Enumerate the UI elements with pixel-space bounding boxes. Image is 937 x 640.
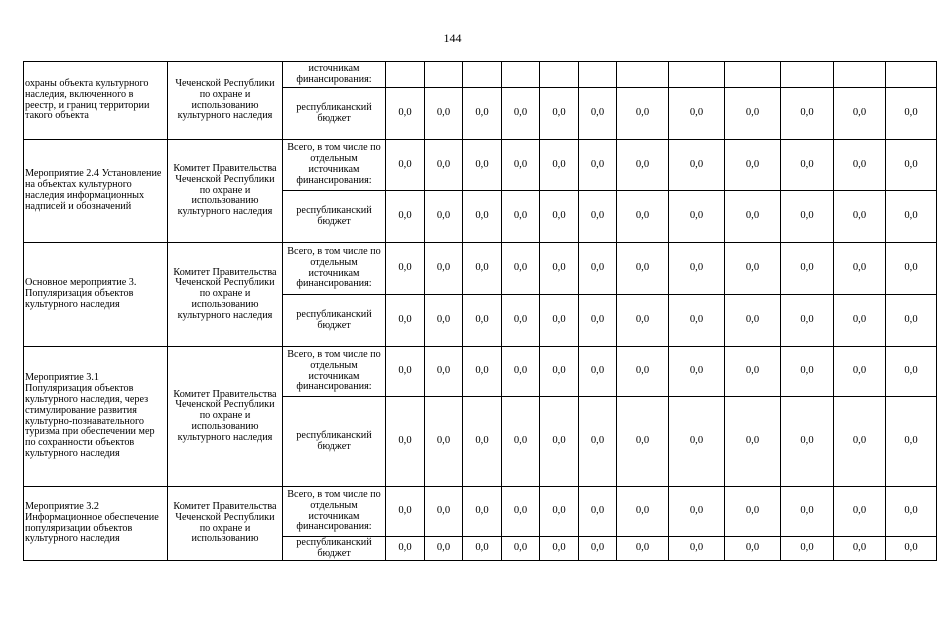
value-cell: 0,0	[669, 295, 725, 347]
funding-table	[23, 61, 937, 561]
table-row	[24, 347, 937, 397]
value-cell: 0,0	[834, 140, 886, 191]
value-cell: 0,0	[425, 537, 463, 561]
value-cell: 0,0	[463, 397, 502, 487]
value-cell: 0,0	[463, 347, 502, 397]
value-cell: 0,0	[425, 347, 463, 397]
executor: Комитет Правительства Чеченской Республики по охране и использованию культурного наследия	[168, 347, 283, 487]
value-cell: 0,0	[540, 191, 579, 243]
value-cell: 0,0	[669, 243, 725, 295]
value-cell: 0,0	[834, 88, 886, 140]
value-cell: 0,0	[725, 295, 781, 347]
empty-cell	[781, 62, 834, 88]
value-cell: 0,0	[579, 537, 617, 561]
value-cell: 0,0	[617, 537, 669, 561]
value-cell: 0,0	[579, 347, 617, 397]
value-cell: 0,0	[540, 140, 579, 191]
source-regional: республиканский бюджет	[283, 397, 386, 487]
value-cell: 0,0	[386, 537, 425, 561]
value-cell: 0,0	[386, 88, 425, 140]
value-cell: 0,0	[463, 140, 502, 191]
source-total: Всего, в том числе по отдельным источникам финансирования:	[283, 140, 386, 191]
measure-name: Мероприятие 2.4 Установление на объектах культурного наследия информационных надписей и обозначений	[24, 140, 168, 243]
source-regional: республиканский бюджет	[283, 88, 386, 140]
value-cell: 0,0	[425, 487, 463, 537]
value-cell: 0,0	[386, 295, 425, 347]
value-cell: 0,0	[617, 191, 669, 243]
value-cell: 0,0	[502, 243, 540, 295]
value-cell: 0,0	[886, 191, 937, 243]
source-regional: республиканский бюджет	[283, 537, 386, 561]
value-cell: 0,0	[725, 347, 781, 397]
value-cell: 0,0	[386, 243, 425, 295]
value-cell: 0,0	[502, 140, 540, 191]
value-cell: 0,0	[886, 295, 937, 347]
value-cell: 0,0	[781, 140, 834, 191]
value-cell: 0,0	[781, 397, 834, 487]
value-cell: 0,0	[425, 191, 463, 243]
value-cell: 0,0	[669, 537, 725, 561]
executor: Комитет Правительства Чеченской Республики по охране и использованию культурного наследия	[168, 140, 283, 243]
empty-cell	[579, 62, 617, 88]
empty-cell	[886, 62, 937, 88]
table-row	[24, 487, 937, 537]
value-cell: 0,0	[886, 487, 937, 537]
value-cell: 0,0	[540, 487, 579, 537]
empty-cell	[669, 62, 725, 88]
table-row	[24, 62, 937, 88]
value-cell: 0,0	[579, 397, 617, 487]
empty-cell	[463, 62, 502, 88]
value-cell: 0,0	[886, 537, 937, 561]
value-cell: 0,0	[579, 243, 617, 295]
table-row	[24, 140, 937, 191]
value-cell: 0,0	[669, 397, 725, 487]
value-cell: 0,0	[502, 347, 540, 397]
measure-name: Основное мероприятие 3. Популяризация объектов культурного наследия	[24, 243, 168, 347]
value-cell: 0,0	[540, 347, 579, 397]
value-cell: 0,0	[386, 347, 425, 397]
measure-name: охраны объекта культурного наследия, включенного в реестр, и границ территории такого объекта	[24, 62, 168, 140]
source-total: Всего, в том числе по отдельным источникам финансирования:	[283, 347, 386, 397]
value-cell: 0,0	[540, 295, 579, 347]
source-regional: республиканский бюджет	[283, 295, 386, 347]
value-cell: 0,0	[834, 487, 886, 537]
value-cell: 0,0	[579, 487, 617, 537]
value-cell: 0,0	[502, 191, 540, 243]
empty-cell	[425, 62, 463, 88]
empty-cell	[834, 62, 886, 88]
value-cell: 0,0	[617, 397, 669, 487]
value-cell: 0,0	[886, 140, 937, 191]
value-cell: 0,0	[886, 347, 937, 397]
value-cell: 0,0	[425, 397, 463, 487]
value-cell: 0,0	[579, 88, 617, 140]
value-cell: 0,0	[579, 140, 617, 191]
value-cell: 0,0	[669, 487, 725, 537]
value-cell: 0,0	[669, 347, 725, 397]
value-cell: 0,0	[425, 140, 463, 191]
value-cell: 0,0	[540, 88, 579, 140]
value-cell: 0,0	[669, 140, 725, 191]
empty-cell	[617, 62, 669, 88]
value-cell: 0,0	[540, 537, 579, 561]
value-cell: 0,0	[617, 347, 669, 397]
value-cell: 0,0	[669, 191, 725, 243]
value-cell: 0,0	[540, 243, 579, 295]
value-cell: 0,0	[834, 295, 886, 347]
source-total: Всего, в том числе по отдельным источникам финансирования:	[283, 243, 386, 295]
value-cell: 0,0	[617, 487, 669, 537]
value-cell: 0,0	[781, 191, 834, 243]
source-total: источникам финансирования:	[283, 62, 386, 88]
value-cell: 0,0	[617, 295, 669, 347]
value-cell: 0,0	[386, 140, 425, 191]
value-cell: 0,0	[781, 537, 834, 561]
value-cell: 0,0	[463, 243, 502, 295]
value-cell: 0,0	[781, 88, 834, 140]
executor: Комитет Правительства Чеченской Республики по охране и использованию культурного наследия	[168, 243, 283, 347]
value-cell: 0,0	[463, 191, 502, 243]
empty-cell	[386, 62, 425, 88]
value-cell: 0,0	[781, 487, 834, 537]
value-cell: 0,0	[463, 537, 502, 561]
value-cell: 0,0	[725, 191, 781, 243]
value-cell: 0,0	[834, 397, 886, 487]
value-cell: 0,0	[617, 140, 669, 191]
page-number: 144	[443, 31, 462, 45]
value-cell: 0,0	[725, 88, 781, 140]
value-cell: 0,0	[463, 487, 502, 537]
value-cell: 0,0	[617, 243, 669, 295]
value-cell: 0,0	[386, 487, 425, 537]
executor: Чеченской Республики по охране и использованию культурного наследия	[168, 62, 283, 140]
value-cell: 0,0	[781, 243, 834, 295]
value-cell: 0,0	[781, 347, 834, 397]
value-cell: 0,0	[540, 397, 579, 487]
value-cell: 0,0	[834, 191, 886, 243]
value-cell: 0,0	[502, 487, 540, 537]
value-cell: 0,0	[463, 295, 502, 347]
value-cell: 0,0	[834, 243, 886, 295]
value-cell: 0,0	[886, 88, 937, 140]
measure-name: Мероприятие 3.1 Популяризация объектов культурного наследия, через стимулирование развития культурно-познавательного туризма при обеспечении мер по сохранности объектов культурного наследия	[24, 347, 168, 487]
value-cell: 0,0	[781, 295, 834, 347]
empty-cell	[540, 62, 579, 88]
value-cell: 0,0	[386, 191, 425, 243]
value-cell: 0,0	[502, 537, 540, 561]
empty-cell	[725, 62, 781, 88]
value-cell: 0,0	[725, 243, 781, 295]
empty-cell	[502, 62, 540, 88]
value-cell: 0,0	[669, 88, 725, 140]
table-row	[24, 243, 937, 295]
value-cell: 0,0	[725, 487, 781, 537]
value-cell: 0,0	[725, 140, 781, 191]
value-cell: 0,0	[502, 397, 540, 487]
source-total: Всего, в том числе по отдельным источникам финансирования:	[283, 487, 386, 537]
value-cell: 0,0	[579, 295, 617, 347]
value-cell: 0,0	[463, 88, 502, 140]
value-cell: 0,0	[617, 88, 669, 140]
value-cell: 0,0	[834, 537, 886, 561]
value-cell: 0,0	[386, 397, 425, 487]
value-cell: 0,0	[502, 295, 540, 347]
source-regional: республиканский бюджет	[283, 191, 386, 243]
value-cell: 0,0	[425, 295, 463, 347]
value-cell: 0,0	[425, 88, 463, 140]
executor: Комитет Правительства Чеченской Республики по охране и использованию	[168, 487, 283, 561]
value-cell: 0,0	[725, 397, 781, 487]
value-cell: 0,0	[725, 537, 781, 561]
value-cell: 0,0	[502, 88, 540, 140]
value-cell: 0,0	[886, 243, 937, 295]
value-cell: 0,0	[834, 347, 886, 397]
value-cell: 0,0	[425, 243, 463, 295]
measure-name: Мероприятие 3.2 Информационное обеспечение популяризации объектов культурного наследия	[24, 487, 168, 561]
value-cell: 0,0	[886, 397, 937, 487]
value-cell: 0,0	[579, 191, 617, 243]
